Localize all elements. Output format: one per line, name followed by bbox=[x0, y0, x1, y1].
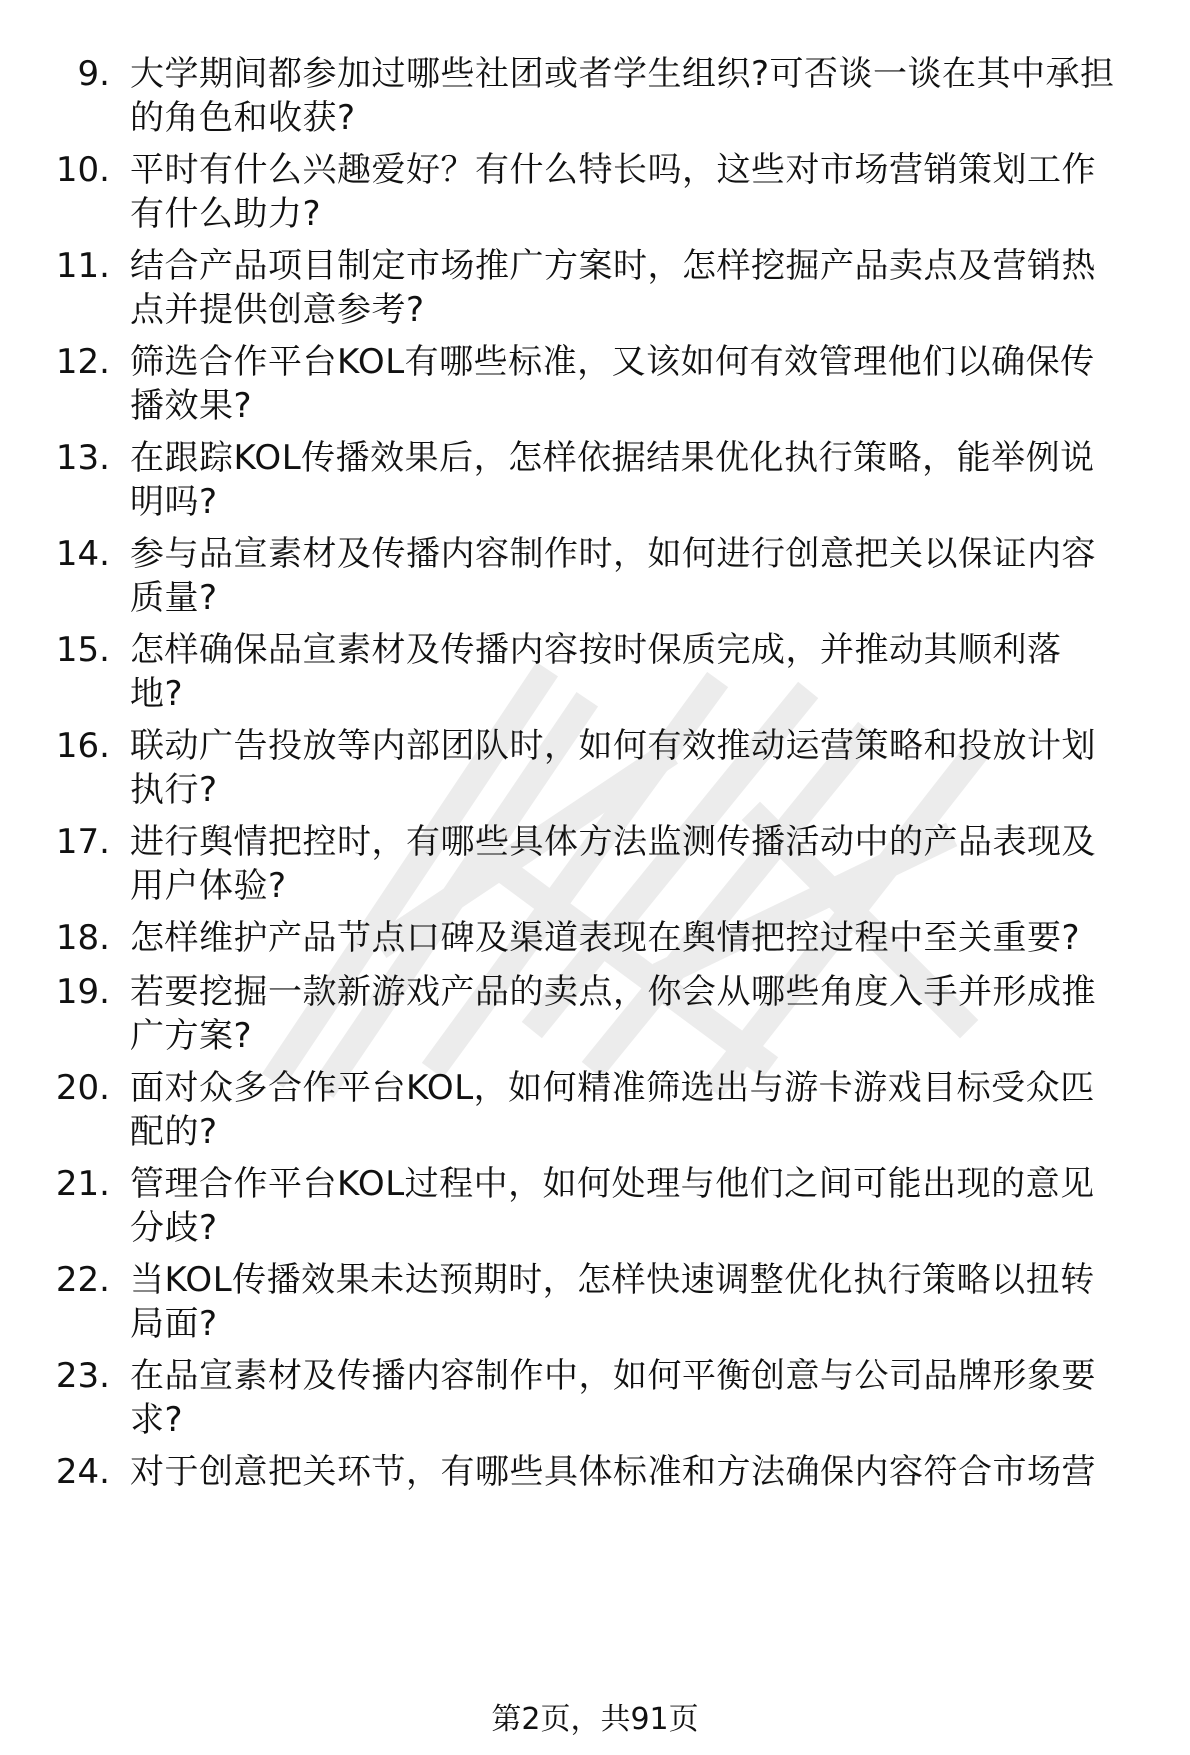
question-number: 11. bbox=[55, 246, 110, 286]
question-line: 播效果? bbox=[130, 386, 253, 426]
question-number: 17. bbox=[55, 822, 110, 862]
question-number: 10. bbox=[55, 150, 110, 190]
question-text bbox=[130, 244, 1150, 332]
question-text bbox=[130, 1066, 1150, 1154]
question-line: 有什么助力? bbox=[130, 194, 322, 234]
question-text bbox=[130, 1258, 1150, 1346]
question-number: 9. bbox=[77, 54, 110, 94]
question-text bbox=[130, 52, 1150, 140]
question-text bbox=[130, 532, 1150, 620]
question-line: 的角色和收获? bbox=[130, 98, 356, 138]
question-line: 分歧? bbox=[130, 1208, 218, 1248]
question-line: 结合产品项目制定市场推广方案时，怎样挖掘产品卖点及营销热 bbox=[130, 246, 1096, 286]
question-line: 进行舆情把控时，有哪些具体方法监测传播活动中的产品表现及 bbox=[130, 822, 1096, 862]
question-line: 在品宣素材及传播内容制作中，如何平衡创意与公司品牌形象要 bbox=[130, 1356, 1096, 1396]
question-line: 在跟踪KOL传播效果后，怎样依据结果优化执行策略，能举例说 bbox=[130, 438, 1095, 478]
question-number: 24. bbox=[55, 1452, 110, 1492]
question-line: 质量? bbox=[130, 578, 218, 618]
question-line: 局面? bbox=[130, 1304, 218, 1344]
question-number: 21. bbox=[55, 1164, 110, 1204]
question-text bbox=[130, 724, 1150, 812]
question-line: 配的? bbox=[130, 1112, 218, 1152]
question-text bbox=[130, 970, 1150, 1058]
question-text bbox=[130, 628, 1150, 716]
question-line: 筛选合作平台KOL有哪些标准，又该如何有效管理他们以确保传 bbox=[130, 342, 1095, 382]
question-text bbox=[130, 340, 1150, 428]
question-number: 18. bbox=[55, 918, 110, 958]
question-number: 14. bbox=[55, 534, 110, 574]
question-text bbox=[130, 1450, 1150, 1494]
question-text bbox=[130, 916, 1150, 960]
question-line: 求? bbox=[130, 1400, 184, 1440]
question-line: 执行? bbox=[130, 770, 218, 810]
question-line: 用户体验? bbox=[130, 866, 287, 906]
question-line: 面对众多合作平台KOL，如何精准筛选出与游卡游戏目标受众匹 bbox=[130, 1068, 1095, 1108]
question-line: 广方案? bbox=[130, 1016, 253, 1056]
question-line: 怎样确保品宣素材及传播内容按时保质完成，并推动其顺利落 bbox=[130, 630, 1062, 670]
question-text bbox=[130, 148, 1150, 236]
question-line: 若要挖掘一款新游戏产品的卖点，你会从哪些角度入手并形成推 bbox=[130, 972, 1096, 1012]
question-number: 16. bbox=[55, 726, 110, 766]
question-line: 对于创意把关环节，有哪些具体标准和方法确保内容符合市场营 bbox=[130, 1452, 1096, 1492]
question-number: 23. bbox=[55, 1356, 110, 1396]
question-text bbox=[130, 820, 1150, 908]
question-line: 怎样维护产品节点口碑及渠道表现在舆情把控过程中至关重要? bbox=[130, 918, 1081, 958]
question-text bbox=[130, 1354, 1150, 1442]
page-footer: 第2页，共91页 bbox=[491, 1702, 699, 1737]
question-line: 点并提供创意参考? bbox=[130, 290, 425, 330]
question-line: 平时有什么兴趣爱好？有什么特长吗，这些对市场营销策划工作 bbox=[130, 150, 1096, 190]
question-line: 管理合作平台KOL过程中，如何处理与他们之间可能出现的意见 bbox=[130, 1164, 1095, 1204]
question-number: 19. bbox=[55, 972, 110, 1012]
question-line: 大学期间都参加过哪些社团或者学生组织?可否谈一谈在其中承担 bbox=[130, 54, 1115, 94]
question-line: 联动广告投放等内部团队时，如何有效推动运营策略和投放计划 bbox=[130, 726, 1096, 766]
question-number: 20. bbox=[55, 1068, 110, 1108]
question-text bbox=[130, 1162, 1150, 1250]
question-number: 12. bbox=[55, 342, 110, 382]
question-line: 明吗? bbox=[130, 482, 218, 522]
question-number: 15. bbox=[55, 630, 110, 670]
question-number: 22. bbox=[55, 1260, 110, 1300]
question-line: 地? bbox=[130, 674, 184, 714]
question-line: 当KOL传播效果未达预期时，怎样快速调整优化执行策略以扭转 bbox=[130, 1260, 1095, 1300]
question-number: 13. bbox=[55, 438, 110, 478]
question-line: 参与品宣素材及传播内容制作时，如何进行创意把关以保证内容 bbox=[130, 534, 1096, 574]
question-text bbox=[130, 436, 1150, 524]
